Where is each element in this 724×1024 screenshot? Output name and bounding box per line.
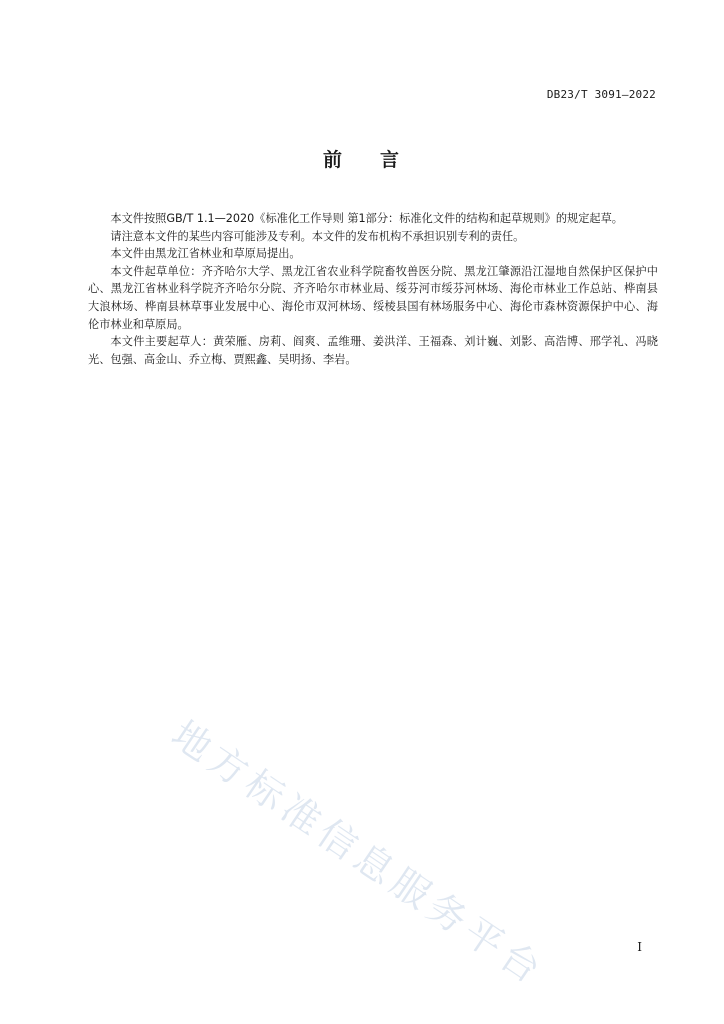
title-char-2: 言 xyxy=(380,149,402,171)
paragraph-drafters: 本文件主要起草人：黄荣雁、房莉、阎爽、孟维珊、姜洪洋、王福森、刘计巍、刘影、高浩博、邢学礼、冯晓光、包强、高金山、乔立梅、贾熙鑫、吴明扬、李岩。 xyxy=(88,335,658,366)
watermark: 地方标准信息服务平台 xyxy=(163,712,554,995)
paragraph-patent-notice: 请注意本文件的某些内容可能涉及专利。本文件的发布机构不承担识别专利的责任。 xyxy=(110,229,525,243)
paragraph-drafting-units: 本文件起草单位：齐齐哈尔大学、黑龙江省农业科学院畜牧兽医分院、黑龙江肇源沿江湿地自然保护区保护中心、黑龙江省林业科学院齐齐哈尔分院、齐齐哈尔市林业局、绥芬河市绥芬河林场、海伦市林业工作总站、桦南县大浪林场、桦南县林草事业发展中心、海伦市双河林场、绥棱县国有林场服务中心、海伦市森林资源保护中心、海伦市林业和草原局。 xyxy=(88,264,658,331)
page-title xyxy=(0,145,724,172)
paragraph-drafting-rules: 本文件按照GB/T 1.1—2020《标准化工作导则 第1部分：标准化文件的结构和起草规则》的规定起草。 xyxy=(110,212,623,225)
page-number: I xyxy=(637,940,642,954)
standard-code: DB23/T 3091—2022 xyxy=(546,88,656,101)
paragraph-proposer: 本文件由黑龙江省林业和草原局提出。 xyxy=(110,247,301,261)
title-char-1: 前 xyxy=(322,149,344,171)
foreword-body xyxy=(88,210,658,368)
